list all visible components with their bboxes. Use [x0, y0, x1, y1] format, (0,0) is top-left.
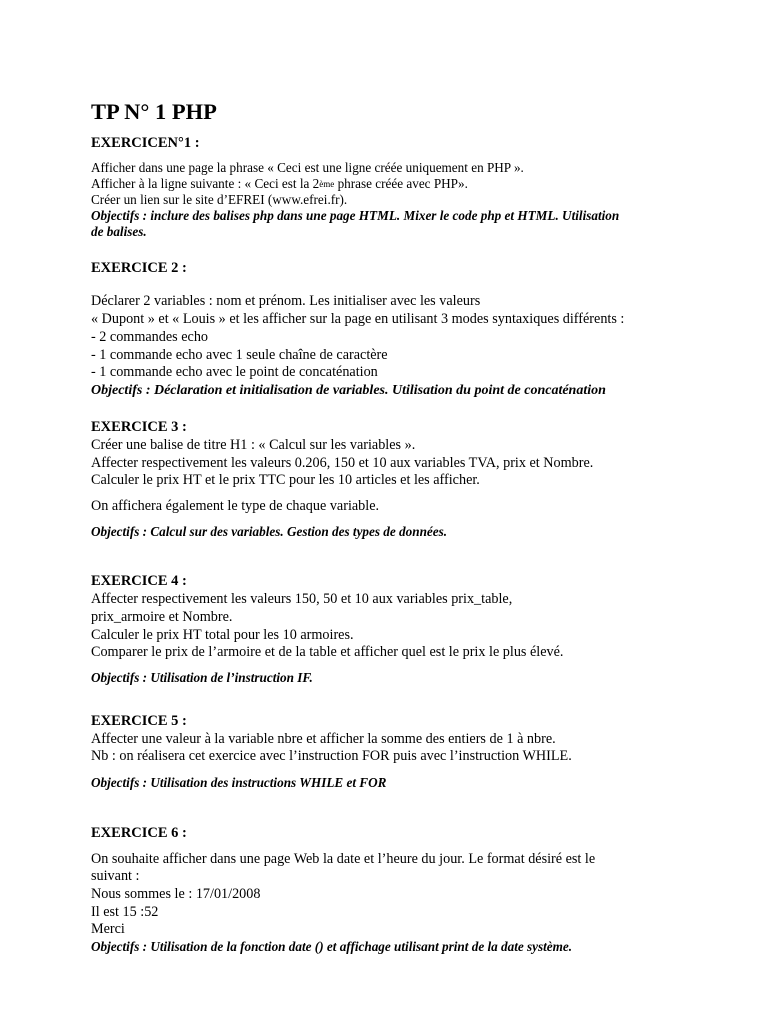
exercise-6-line-1: On souhaite afficher dans une page Web la date et l’heure du jour. Le format désiré est le [91, 851, 596, 867]
exercise-1-line-2-end: phrase créée avec PHP». [334, 176, 468, 191]
exercise-5-objective: Objectifs : Utilisation des instructions WHILE et FOR [91, 775, 387, 790]
exercise-1-line-2-start: Afficher à la ligne suivante : « Ceci est la 2 [91, 176, 320, 191]
exercise-6-objective: Objectifs : Utilisation de la fonction date () et affichage utilisant print de la date système. [91, 939, 573, 954]
exercise-6-line-3: Nous sommes le : 17/01/2008 [91, 886, 261, 902]
exercise-4-line-3: Calculer le prix HT total pour les 10 armoires. [91, 627, 354, 643]
exercise-1-line-3: Créer un lien sur le site d’EFREI (www.efrei.fr). [91, 192, 348, 207]
exercise-1-heading: EXERCICEN°1 : [91, 135, 200, 151]
exercise-3-line-4: On affichera également le type de chaque variable. [91, 498, 380, 514]
exercise-4-line-2: prix_armoire et Nombre. [91, 609, 233, 625]
exercise-6-line-5: Merci [91, 921, 125, 937]
exercise-2-line-3: - 2 commandes echo [91, 329, 209, 345]
exercise-4-heading: EXERCICE 4 : [91, 573, 187, 589]
exercise-3-objective: Objectifs : Calcul sur des variables. Gestion des types de données. [91, 524, 448, 539]
exercise-2-line-1: Déclarer 2 variables : nom et prénom. Les initialiser avec les valeurs [91, 293, 481, 309]
exercise-2-objective: Objectifs : Déclaration et initialisation de variables. Utilisation du point de concaténation [91, 383, 606, 398]
exercise-1-line-2 [91, 176, 468, 193]
page-title: TP N° 1 PHP [91, 99, 217, 124]
exercise-5-heading: EXERCICE 5 : [91, 713, 187, 729]
exercise-1-objective-line-1: Objectifs : inclure des balises php dans une page HTML. Mixer le code php et HTML. Utilisation [91, 208, 620, 223]
exercise-2-line-4: - 1 commande echo avec 1 seule chaîne de caractère [91, 347, 388, 363]
exercise-1-line-1: Afficher dans une page la phrase « Ceci est une ligne créée uniquement en PHP ». [91, 160, 524, 175]
exercise-2-line-5: - 1 commande echo avec le point de concaténation [91, 364, 378, 380]
exercise-6-line-2: suivant : [91, 868, 140, 884]
exercise-4-line-4: Comparer le prix de l’armoire et de la table et afficher quel est le prix le plus élevé. [91, 644, 564, 660]
exercise-2-line-2: « Dupont » et « Louis » et les afficher sur la page en utilisant 3 modes syntaxiques différents : [91, 311, 625, 327]
exercise-6-heading: EXERCICE 6 : [91, 825, 187, 841]
exercise-1-objective-line-2: de balises. [91, 224, 147, 239]
exercise-3-line-1: Créer une balise de titre H1 : « Calcul sur les variables ». [91, 437, 416, 453]
exercise-5-line-1: Affecter une valeur à la variable nbre et afficher la somme des entiers de 1 à nbre. [91, 731, 556, 747]
exercise-1-superscript: ème [319, 179, 335, 189]
exercise-4-line-1: Affecter respectivement les valeurs 150, 50 et 10 aux variables prix_table, [91, 591, 513, 607]
exercise-3-line-2: Affecter respectivement les valeurs 0.206, 150 et 10 aux variables TVA, prix et Nombre. [91, 455, 594, 471]
exercise-6-line-4: Il est 15 :52 [91, 904, 159, 920]
exercise-3-heading: EXERCICE 3 : [91, 419, 187, 435]
exercise-3-line-3: Calculer le prix HT et le prix TTC pour les 10 articles et les afficher. [91, 472, 480, 488]
exercise-5-line-2: Nb : on réalisera cet exercice avec l’instruction FOR puis avec l’instruction WHILE. [91, 748, 572, 764]
exercise-4-objective: Objectifs : Utilisation de l’instruction IF. [91, 670, 313, 685]
exercise-2-heading: EXERCICE 2 : [91, 260, 187, 276]
